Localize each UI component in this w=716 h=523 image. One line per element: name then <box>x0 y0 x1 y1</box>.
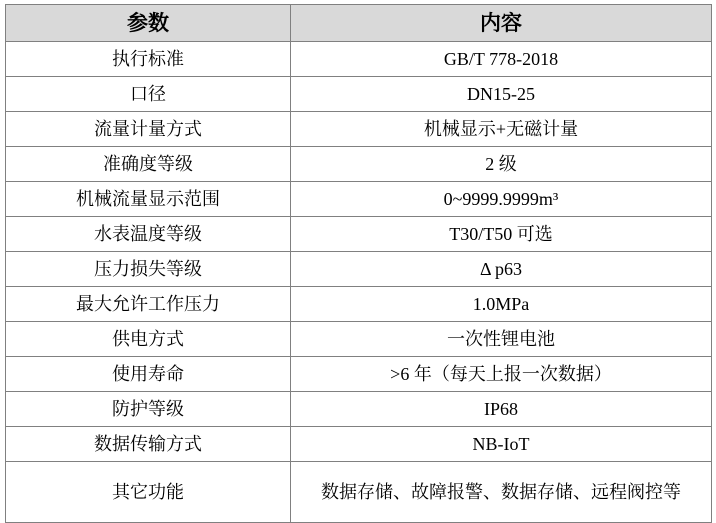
column-header-content: 内容 <box>291 5 712 42</box>
cell-value: >6 年（每天上报一次数据） <box>291 357 712 392</box>
cell-value: IP68 <box>291 392 712 427</box>
table-row <box>6 392 712 427</box>
cell-value: NB-IoT <box>291 427 712 462</box>
table-row <box>6 112 712 147</box>
cell-parameter: 流量计量方式 <box>6 112 291 147</box>
cell-value: 1.0MPa <box>291 287 712 322</box>
table-row <box>6 182 712 217</box>
table-header <box>6 5 712 42</box>
cell-parameter: 机械流量显示范围 <box>6 182 291 217</box>
cell-value: 数据存储、故障报警、数据存储、远程阀控等 <box>291 462 712 523</box>
cell-value: 一次性锂电池 <box>291 322 712 357</box>
cell-parameter: 供电方式 <box>6 322 291 357</box>
cell-parameter: 数据传输方式 <box>6 427 291 462</box>
cell-value: 0~9999.9999m³ <box>291 182 712 217</box>
cell-parameter: 执行标准 <box>6 42 291 77</box>
cell-value: 机械显示+无磁计量 <box>291 112 712 147</box>
table-row <box>6 77 712 112</box>
cell-parameter: 准确度等级 <box>6 147 291 182</box>
table-row <box>6 252 712 287</box>
cell-value: GB/T 778-2018 <box>291 42 712 77</box>
cell-value: DN15-25 <box>291 77 712 112</box>
table-body <box>6 42 712 523</box>
table-row <box>6 42 712 77</box>
cell-value: Δ p63 <box>291 252 712 287</box>
cell-parameter: 使用寿命 <box>6 357 291 392</box>
table-row <box>6 217 712 252</box>
cell-value: T30/T50 可选 <box>291 217 712 252</box>
cell-parameter: 水表温度等级 <box>6 217 291 252</box>
table-row <box>6 147 712 182</box>
cell-parameter: 其它功能 <box>6 462 291 523</box>
table-row <box>6 287 712 322</box>
table-header-row <box>6 5 712 42</box>
cell-parameter: 防护等级 <box>6 392 291 427</box>
cell-parameter: 口径 <box>6 77 291 112</box>
cell-value: 2 级 <box>291 147 712 182</box>
table-row <box>6 427 712 462</box>
column-header-parameter: 参数 <box>6 5 291 42</box>
specification-table <box>5 4 712 523</box>
table-row <box>6 462 712 523</box>
table-row <box>6 357 712 392</box>
table-row <box>6 322 712 357</box>
cell-parameter: 压力损失等级 <box>6 252 291 287</box>
cell-parameter: 最大允许工作压力 <box>6 287 291 322</box>
